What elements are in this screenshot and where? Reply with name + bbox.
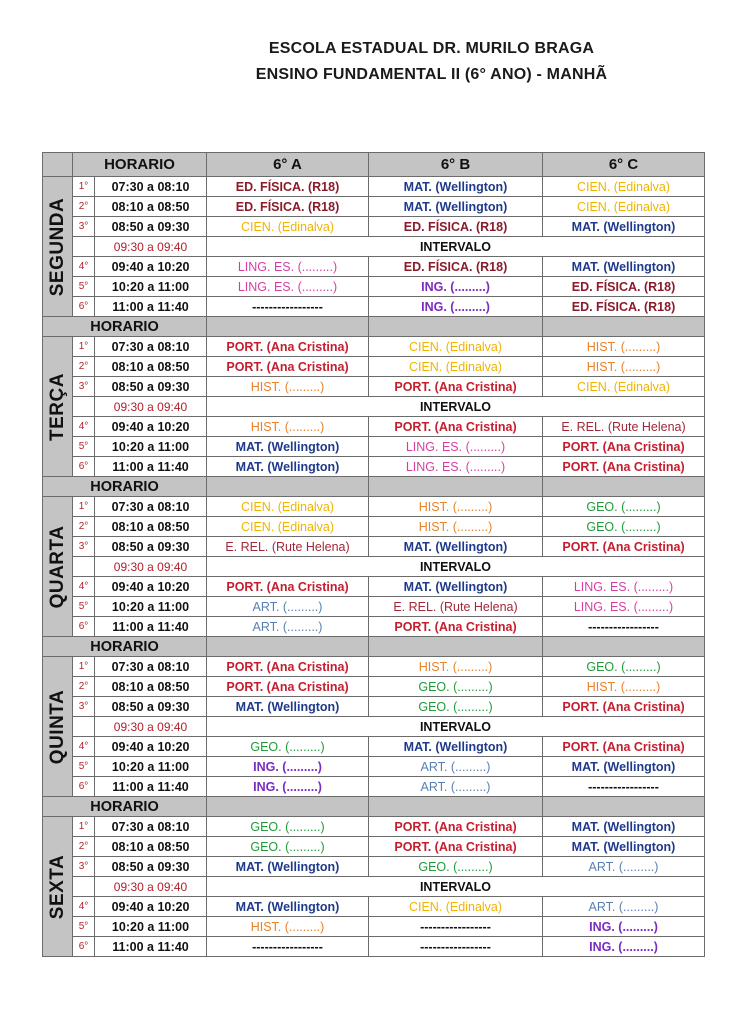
period-number: 5° — [73, 757, 95, 777]
period-time: 11:00 a 11:40 — [95, 777, 207, 797]
period-time: 11:00 a 11:40 — [95, 297, 207, 317]
table-row — [43, 337, 705, 357]
class-6b-subject: ART. (.........) — [369, 777, 543, 797]
day-label-cell — [43, 657, 73, 797]
table-row — [43, 217, 705, 237]
class-6a-subject: PORT. (Ana Cristina) — [207, 657, 369, 677]
interval-row — [43, 397, 705, 417]
interval-ord-cell — [73, 877, 95, 897]
column-header-6c: 6° C — [543, 153, 705, 177]
document-subtitle: ENSINO FUNDAMENTAL II (6° ANO) - MANHÃ — [255, 66, 608, 83]
table-row — [43, 177, 705, 197]
class-6b-subject: ED. FÍSICA. (R18) — [369, 257, 543, 277]
class-6b-subject: GEO. (.........) — [369, 697, 543, 717]
period-time: 07:30 a 08:10 — [95, 177, 207, 197]
table-row — [43, 597, 705, 617]
table-row — [43, 457, 705, 477]
period-time: 10:20 a 11:00 — [95, 917, 207, 937]
class-6b-subject: GEO. (.........) — [369, 857, 543, 877]
class-6a-subject: ING. (.........) — [207, 777, 369, 797]
day-label-cell — [43, 337, 73, 477]
class-6b-subject: PORT. (Ana Cristina) — [369, 817, 543, 837]
class-6c-subject: HIST. (.........) — [543, 357, 705, 377]
class-6b-subject: MAT. (Wellington) — [369, 177, 543, 197]
class-6a-subject: GEO. (.........) — [207, 737, 369, 757]
class-6a-subject: HIST. (.........) — [207, 417, 369, 437]
interval-time: 09:30 a 09:40 — [95, 237, 207, 257]
period-number: 1° — [73, 497, 95, 517]
class-6c-subject: GEO. (.........) — [543, 497, 705, 517]
table-header-row — [43, 153, 705, 177]
interval-label: INTERVALO — [207, 557, 705, 577]
school-name: ESCOLA ESTADUAL DR. MURILO BRAGA — [268, 40, 595, 57]
period-number: 4° — [73, 257, 95, 277]
period-number: 1° — [73, 817, 95, 837]
class-6a-subject: GEO. (.........) — [207, 817, 369, 837]
period-time: 07:30 a 08:10 — [95, 817, 207, 837]
period-number: 3° — [73, 537, 95, 557]
class-6a-subject: HIST. (.........) — [207, 377, 369, 397]
period-number: 2° — [73, 837, 95, 857]
day-label-cell — [43, 177, 73, 317]
divider-cell — [369, 477, 543, 497]
class-6b-subject: HIST. (.........) — [369, 517, 543, 537]
period-time: 08:10 a 08:50 — [95, 837, 207, 857]
class-6a-subject: E. REL. (Rute Helena) — [207, 537, 369, 557]
interval-time: 09:30 a 09:40 — [95, 877, 207, 897]
document-header — [0, 36, 743, 88]
period-number: 5° — [73, 277, 95, 297]
divider-cell — [207, 637, 369, 657]
table-row — [43, 817, 705, 837]
class-6c-subject: CIEN. (Edinalva) — [543, 197, 705, 217]
table-row — [43, 917, 705, 937]
column-header-horario: HORARIO — [73, 153, 207, 177]
class-6a-subject: CIEN. (Edinalva) — [207, 517, 369, 537]
class-6a-subject: MAT. (Wellington) — [207, 437, 369, 457]
day-label-cell — [43, 497, 73, 637]
divider-cell — [543, 797, 705, 817]
period-time: 10:20 a 11:00 — [95, 597, 207, 617]
class-6c-subject: GEO. (.........) — [543, 657, 705, 677]
table-row — [43, 577, 705, 597]
class-6b-subject: ART. (.........) — [369, 757, 543, 777]
period-time: 08:10 a 08:50 — [95, 357, 207, 377]
table-row — [43, 197, 705, 217]
interval-row — [43, 717, 705, 737]
table-row — [43, 357, 705, 377]
horario-divider-row — [43, 637, 705, 657]
horario-divider-label: HORARIO — [43, 637, 207, 657]
class-6b-subject: MAT. (Wellington) — [369, 537, 543, 557]
horario-divider-row — [43, 797, 705, 817]
table-row — [43, 277, 705, 297]
period-number: 3° — [73, 857, 95, 877]
class-6a-subject: PORT. (Ana Cristina) — [207, 577, 369, 597]
period-time: 09:40 a 10:20 — [95, 417, 207, 437]
period-time: 07:30 a 08:10 — [95, 497, 207, 517]
divider-cell — [369, 317, 543, 337]
class-6c-subject: MAT. (Wellington) — [543, 837, 705, 857]
interval-label: INTERVALO — [207, 237, 705, 257]
divider-cell — [543, 317, 705, 337]
class-6c-subject: MAT. (Wellington) — [543, 817, 705, 837]
class-6c-subject: ED. FÍSICA. (R18) — [543, 277, 705, 297]
period-number: 6° — [73, 937, 95, 957]
class-6b-subject: LING. ES. (.........) — [369, 457, 543, 477]
table-row — [43, 697, 705, 717]
class-6b-subject: PORT. (Ana Cristina) — [369, 377, 543, 397]
interval-time: 09:30 a 09:40 — [95, 557, 207, 577]
class-6c-subject: MAT. (Wellington) — [543, 257, 705, 277]
table-row — [43, 497, 705, 517]
period-number: 3° — [73, 377, 95, 397]
class-6a-subject: MAT. (Wellington) — [207, 857, 369, 877]
class-6b-subject: HIST. (.........) — [369, 657, 543, 677]
period-time: 08:10 a 08:50 — [95, 517, 207, 537]
period-number: 1° — [73, 177, 95, 197]
class-6b-subject: PORT. (Ana Cristina) — [369, 837, 543, 857]
class-6c-subject: PORT. (Ana Cristina) — [543, 737, 705, 757]
table-row — [43, 537, 705, 557]
period-time: 10:20 a 11:00 — [95, 277, 207, 297]
interval-time: 09:30 a 09:40 — [95, 717, 207, 737]
period-number: 4° — [73, 577, 95, 597]
class-6c-subject: PORT. (Ana Cristina) — [543, 697, 705, 717]
interval-ord-cell — [73, 397, 95, 417]
class-6c-subject: ING. (.........) — [543, 917, 705, 937]
class-6b-subject: GEO. (.........) — [369, 677, 543, 697]
divider-cell — [543, 477, 705, 497]
period-number: 2° — [73, 517, 95, 537]
class-6c-subject: GEO. (.........) — [543, 517, 705, 537]
period-number: 2° — [73, 677, 95, 697]
class-6c-subject: MAT. (Wellington) — [543, 217, 705, 237]
class-6b-subject: ED. FÍSICA. (R18) — [369, 217, 543, 237]
table-row — [43, 737, 705, 757]
class-6c-subject: PORT. (Ana Cristina) — [543, 537, 705, 557]
class-6a-subject: MAT. (Wellington) — [207, 697, 369, 717]
period-time: 11:00 a 11:40 — [95, 457, 207, 477]
class-6a-subject: CIEN. (Edinalva) — [207, 497, 369, 517]
table-row — [43, 937, 705, 957]
class-6c-subject: E. REL. (Rute Helena) — [543, 417, 705, 437]
class-6c-subject: ING. (.........) — [543, 937, 705, 957]
interval-label: INTERVALO — [207, 717, 705, 737]
period-time: 08:50 a 09:30 — [95, 857, 207, 877]
day-label: QUARTA — [46, 525, 68, 608]
period-time: 09:40 a 10:20 — [95, 897, 207, 917]
day-label: TERÇA — [46, 372, 68, 441]
class-6a-subject: PORT. (Ana Cristina) — [207, 677, 369, 697]
period-time: 09:40 a 10:20 — [95, 737, 207, 757]
class-6b-subject: CIEN. (Edinalva) — [369, 897, 543, 917]
period-number: 4° — [73, 897, 95, 917]
column-header-6b: 6° B — [369, 153, 543, 177]
class-6c-subject: PORT. (Ana Cristina) — [543, 457, 705, 477]
class-6a-subject: CIEN. (Edinalva) — [207, 217, 369, 237]
interval-label: INTERVALO — [207, 397, 705, 417]
corner-cell — [43, 153, 73, 177]
table-row — [43, 857, 705, 877]
period-number: 5° — [73, 597, 95, 617]
class-6a-subject: ING. (.........) — [207, 757, 369, 777]
class-6a-subject: MAT. (Wellington) — [207, 897, 369, 917]
class-6c-subject: HIST. (.........) — [543, 677, 705, 697]
period-number: 3° — [73, 217, 95, 237]
class-6c-subject: ----------------- — [543, 617, 705, 637]
class-6a-subject: ----------------- — [207, 937, 369, 957]
interval-label: INTERVALO — [207, 877, 705, 897]
period-time: 08:10 a 08:50 — [95, 677, 207, 697]
class-6b-subject: CIEN. (Edinalva) — [369, 357, 543, 377]
class-6b-subject: E. REL. (Rute Helena) — [369, 597, 543, 617]
class-6c-subject: ED. FÍSICA. (R18) — [543, 297, 705, 317]
schedule-body — [43, 177, 705, 957]
table-row — [43, 517, 705, 537]
class-6b-subject: MAT. (Wellington) — [369, 737, 543, 757]
class-6a-subject: PORT. (Ana Cristina) — [207, 337, 369, 357]
horario-divider-label: HORARIO — [43, 477, 207, 497]
table-row — [43, 837, 705, 857]
class-6b-subject: PORT. (Ana Cristina) — [369, 617, 543, 637]
class-6c-subject: ----------------- — [543, 777, 705, 797]
period-time: 08:50 a 09:30 — [95, 537, 207, 557]
class-6a-subject: ART. (.........) — [207, 617, 369, 637]
period-time: 11:00 a 11:40 — [95, 617, 207, 637]
day-label: QUINTA — [46, 689, 68, 764]
table-row — [43, 297, 705, 317]
period-time: 08:50 a 09:30 — [95, 697, 207, 717]
period-number: 6° — [73, 297, 95, 317]
class-6b-subject: CIEN. (Edinalva) — [369, 337, 543, 357]
class-6c-subject: ART. (.........) — [543, 857, 705, 877]
period-time: 08:10 a 08:50 — [95, 197, 207, 217]
table-row — [43, 437, 705, 457]
class-6b-subject: MAT. (Wellington) — [369, 197, 543, 217]
class-6b-subject: ING. (.........) — [369, 277, 543, 297]
class-6b-subject: ING. (.........) — [369, 297, 543, 317]
interval-row — [43, 237, 705, 257]
class-6a-subject: ED. FÍSICA. (R18) — [207, 177, 369, 197]
table-row — [43, 657, 705, 677]
period-number: 6° — [73, 457, 95, 477]
table-row — [43, 897, 705, 917]
table-row — [43, 257, 705, 277]
period-number: 1° — [73, 337, 95, 357]
horario-divider-label: HORARIO — [43, 797, 207, 817]
horario-divider-row — [43, 317, 705, 337]
class-6a-subject: HIST. (.........) — [207, 917, 369, 937]
class-6c-subject: CIEN. (Edinalva) — [543, 177, 705, 197]
interval-ord-cell — [73, 557, 95, 577]
class-6c-subject: PORT. (Ana Cristina) — [543, 437, 705, 457]
divider-cell — [207, 797, 369, 817]
class-6b-subject: MAT. (Wellington) — [369, 577, 543, 597]
day-label: SEXTA — [46, 854, 68, 919]
class-6b-subject: ----------------- — [369, 917, 543, 937]
period-number: 4° — [73, 737, 95, 757]
day-label-cell — [43, 817, 73, 957]
table-row — [43, 677, 705, 697]
period-number: 5° — [73, 437, 95, 457]
class-6b-subject: PORT. (Ana Cristina) — [369, 417, 543, 437]
class-6b-subject: LING. ES. (.........) — [369, 437, 543, 457]
table-row — [43, 377, 705, 397]
divider-cell — [207, 477, 369, 497]
period-number: 6° — [73, 777, 95, 797]
divider-cell — [207, 317, 369, 337]
class-6c-subject: CIEN. (Edinalva) — [543, 377, 705, 397]
class-6c-subject: LING. ES. (.........) — [543, 577, 705, 597]
class-6b-subject: ----------------- — [369, 937, 543, 957]
period-time: 09:40 a 10:20 — [95, 577, 207, 597]
class-6a-subject: PORT. (Ana Cristina) — [207, 357, 369, 377]
period-number: 3° — [73, 697, 95, 717]
period-number: 2° — [73, 357, 95, 377]
class-6a-subject: GEO. (.........) — [207, 837, 369, 857]
period-number: 6° — [73, 617, 95, 637]
interval-row — [43, 557, 705, 577]
period-time: 10:20 a 11:00 — [95, 757, 207, 777]
horario-divider-row — [43, 477, 705, 497]
class-6c-subject: LING. ES. (.........) — [543, 597, 705, 617]
divider-cell — [369, 637, 543, 657]
divider-cell — [369, 797, 543, 817]
period-time: 09:40 a 10:20 — [95, 257, 207, 277]
period-time: 07:30 a 08:10 — [95, 657, 207, 677]
class-6a-subject: ART. (.........) — [207, 597, 369, 617]
period-time: 10:20 a 11:00 — [95, 437, 207, 457]
schedule-table — [42, 152, 705, 957]
period-time: 08:50 a 09:30 — [95, 377, 207, 397]
class-6c-subject: HIST. (.........) — [543, 337, 705, 357]
class-6b-subject: HIST. (.........) — [369, 497, 543, 517]
interval-ord-cell — [73, 717, 95, 737]
table-row — [43, 617, 705, 637]
class-6a-subject: LING. ES. (.........) — [207, 257, 369, 277]
class-6c-subject: MAT. (Wellington) — [543, 757, 705, 777]
period-number: 2° — [73, 197, 95, 217]
period-number: 1° — [73, 657, 95, 677]
column-header-6a: 6° A — [207, 153, 369, 177]
period-time: 11:00 a 11:40 — [95, 937, 207, 957]
divider-cell — [543, 637, 705, 657]
class-6c-subject: ART. (.........) — [543, 897, 705, 917]
period-number: 5° — [73, 917, 95, 937]
table-row — [43, 757, 705, 777]
period-time: 08:50 a 09:30 — [95, 217, 207, 237]
interval-row — [43, 877, 705, 897]
table-row — [43, 777, 705, 797]
class-6a-subject: ED. FÍSICA. (R18) — [207, 197, 369, 217]
interval-time: 09:30 a 09:40 — [95, 397, 207, 417]
class-6a-subject: LING. ES. (.........) — [207, 277, 369, 297]
interval-ord-cell — [73, 237, 95, 257]
period-number: 4° — [73, 417, 95, 437]
day-label: SEGUNDA — [46, 197, 68, 296]
class-6a-subject: MAT. (Wellington) — [207, 457, 369, 477]
class-6a-subject: ----------------- — [207, 297, 369, 317]
table-row — [43, 417, 705, 437]
horario-divider-label: HORARIO — [43, 317, 207, 337]
period-time: 07:30 a 08:10 — [95, 337, 207, 357]
